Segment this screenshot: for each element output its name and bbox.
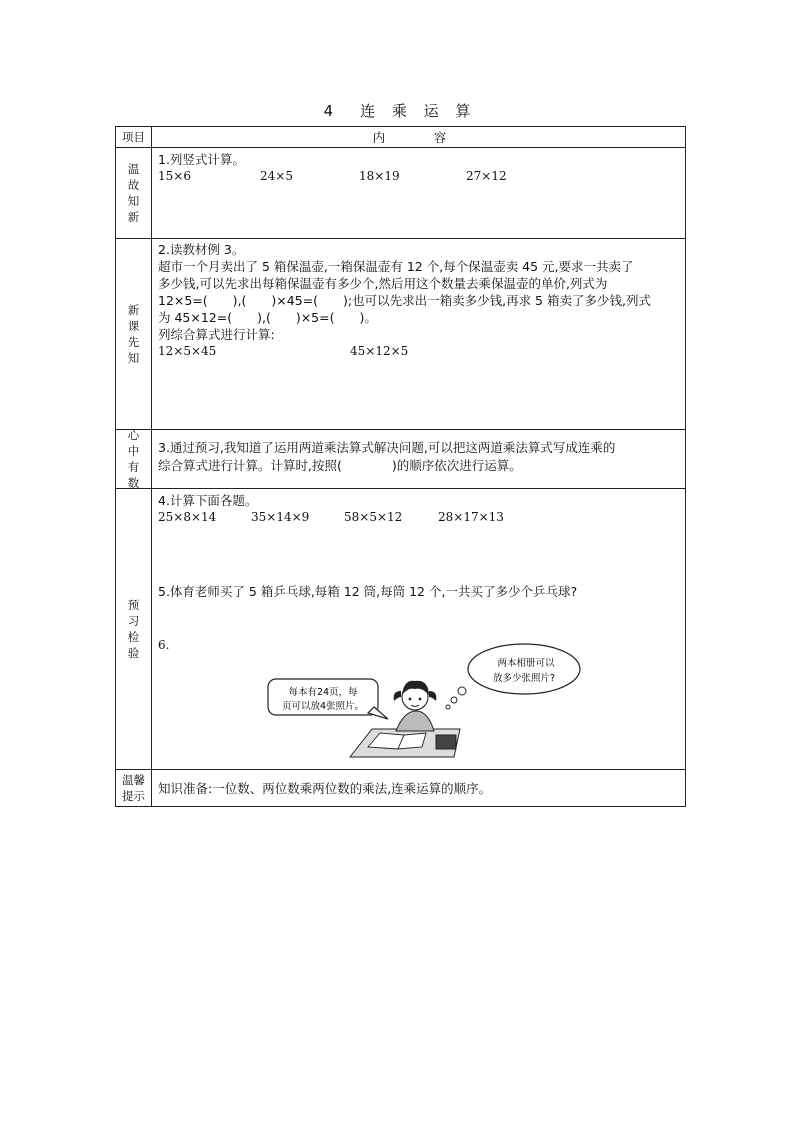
header-content-label: 内 容: [372, 130, 465, 145]
table-header: [116, 127, 685, 147]
text-line: 为 45×12=( ),( )×5=( )。: [158, 310, 377, 325]
label-review: 温故知新: [116, 148, 152, 238]
text-line: 超市一个月卖出了 5 箱保温壶,一箱保温壶有 12 个,每个保温壶卖 45 元,要求一共卖了: [158, 259, 634, 274]
heart-content: [152, 430, 685, 488]
text-line: 综合算式进行计算。计算时,按照( )的顺序依次进行运算。: [158, 458, 522, 473]
expr: 25×8×14: [158, 510, 217, 524]
expr: 45×12×5: [350, 344, 409, 358]
label-heart: 心中有数: [116, 430, 152, 488]
row-newknow: [116, 238, 685, 429]
expr: 18×19: [359, 169, 400, 183]
row-review: [116, 147, 685, 238]
expr: 58×5×12: [344, 510, 403, 524]
row-tips: [116, 769, 685, 806]
preview-content: [152, 489, 685, 769]
header-item-label: 项目: [116, 127, 152, 147]
question-4: 4.计算下面各题。: [158, 493, 258, 508]
bubble-left-line2: 页可以放4张照片。: [281, 701, 365, 712]
question-2: 2.读教材例 3。: [158, 242, 245, 257]
question-3: 3.通过预习,我知道了运用两道乘法算式解决问题,可以把这两道乘法算式写成连乘的: [158, 440, 616, 455]
question-5: 5.体育老师买了 5 箱乒乓球,每箱 12 筒,每筒 12 个,一共买了多少个乒乓球?: [158, 584, 578, 599]
expr: 12×5×45: [158, 344, 217, 358]
girl-illustration: [264, 639, 594, 761]
expr: 35×14×9: [251, 510, 310, 524]
expr: 27×12: [466, 169, 507, 183]
bubble-right-line1: 两本相册可以: [497, 658, 555, 669]
tips-text: 知识准备:一位数、两位数乘两位数的乘法,连乘运算的顺序。: [158, 780, 492, 796]
review-content: [152, 148, 685, 238]
bubble-right-line2: 放多少张照片?: [492, 673, 556, 684]
row-preview: [116, 488, 685, 769]
text-line: 列综合算式进行计算:: [158, 327, 275, 342]
newknow-content: [152, 239, 685, 429]
question-6: 6.: [158, 638, 170, 652]
page-title: 4 连 乘 运 算: [323, 102, 477, 120]
row-heart: [116, 429, 685, 488]
review-expressions: [158, 168, 679, 185]
text-line: 12×5=( ),( )×45=( );也可以先求出一箱卖多少钱,再求 5 箱卖了多少钱,列式: [158, 293, 651, 308]
tips-content: [152, 770, 685, 806]
text-line: 多少钱,可以先求出每箱保温壶有多少个,然后用这个数量去乘保温壶的单价,列式为: [158, 276, 608, 291]
preview-expressions: [158, 509, 679, 526]
expr: 24×5: [260, 169, 293, 183]
worksheet-table: [115, 126, 686, 807]
expr: 28×17×13: [438, 510, 504, 524]
label-newknow: 新课先知: [116, 239, 152, 429]
question-1: 1.列竖式计算。: [158, 152, 245, 167]
label-tips: 温馨提示: [116, 770, 152, 806]
expr: 15×6: [158, 169, 191, 183]
label-preview: 预习检验: [116, 489, 152, 769]
newknow-expressions: [158, 343, 679, 360]
bubble-left-line1: 每本有24页，每: [288, 687, 358, 698]
